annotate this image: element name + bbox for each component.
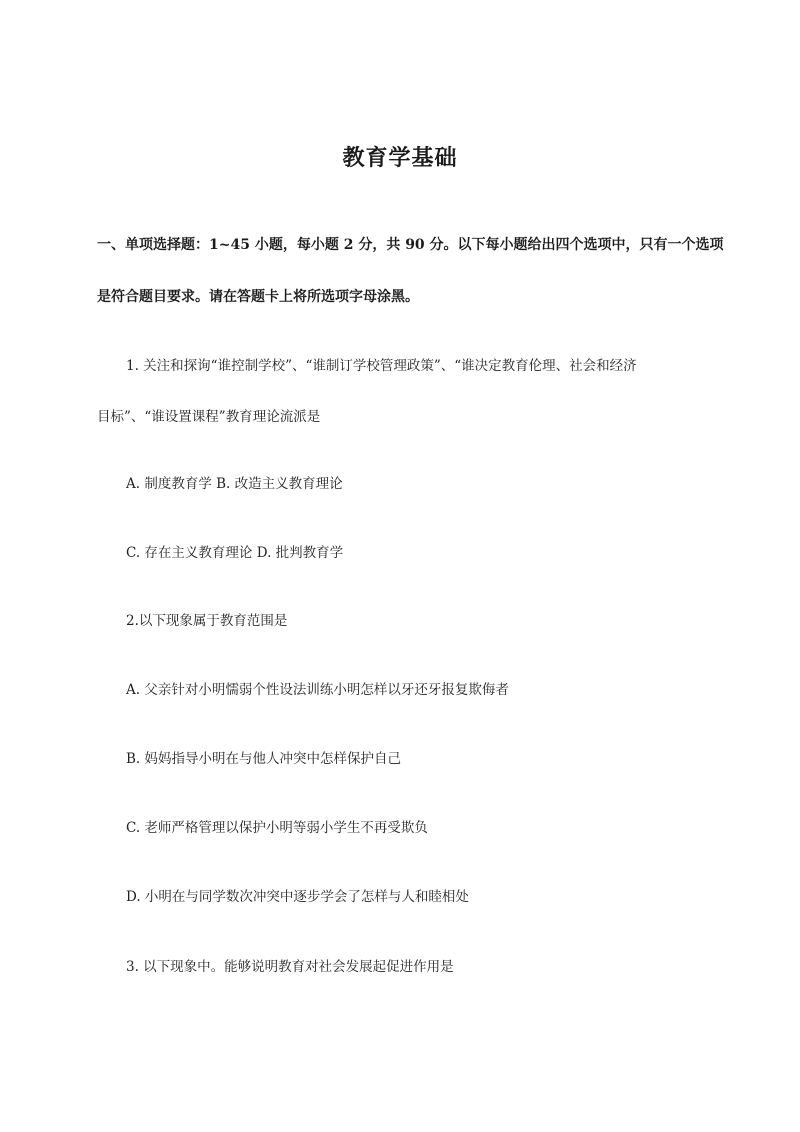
document-title: 教育学基础 [342, 145, 458, 171]
question-2-option-d: D. 小明在与同学数次冲突中逐步学会了怎样与人和睦相处 [126, 889, 469, 905]
question-3-stem: 3. 以下现象中。能够说明教育对社会发展起促进作用是 [126, 959, 454, 975]
question-1-stem-line-1: 1. 关注和探询“谁控制学校”、“谁制订学校管理政策”、“谁决定教育伦理、社会和经济 [126, 358, 637, 374]
question-2-option-a: A. 父亲针对小明懦弱个性设法训练小明怎样以牙还牙报复欺侮者 [126, 682, 509, 698]
question-2-option-c: C. 老师严格管理以保护小明等弱小学生不再受欺负 [126, 820, 428, 836]
question-2-option-b: B. 妈妈指导小明在与他人冲突中怎样保护自己 [126, 751, 402, 767]
section-heading-line-1: 一、单项选择题：1~45 小题，每小题 2 分，共 90 分。以下每小题给出四个选项中，只有一个选项 [97, 237, 724, 253]
question-1-option-c-d: C. 存在主义教育理论 D. 批判教育学 [126, 545, 344, 561]
question-1-stem-line-2: 目标”、“谁设置课程”教育理论流派是 [97, 409, 321, 425]
question-1-option-a-b: A. 制度教育学 B. 改造主义教育理论 [126, 476, 343, 492]
question-2-stem: 2.以下现象属于教育范围是 [126, 613, 288, 629]
section-heading-line-2: 是符合题目要求。请在答题卡上将所选项字母涂黑。 [97, 289, 419, 305]
